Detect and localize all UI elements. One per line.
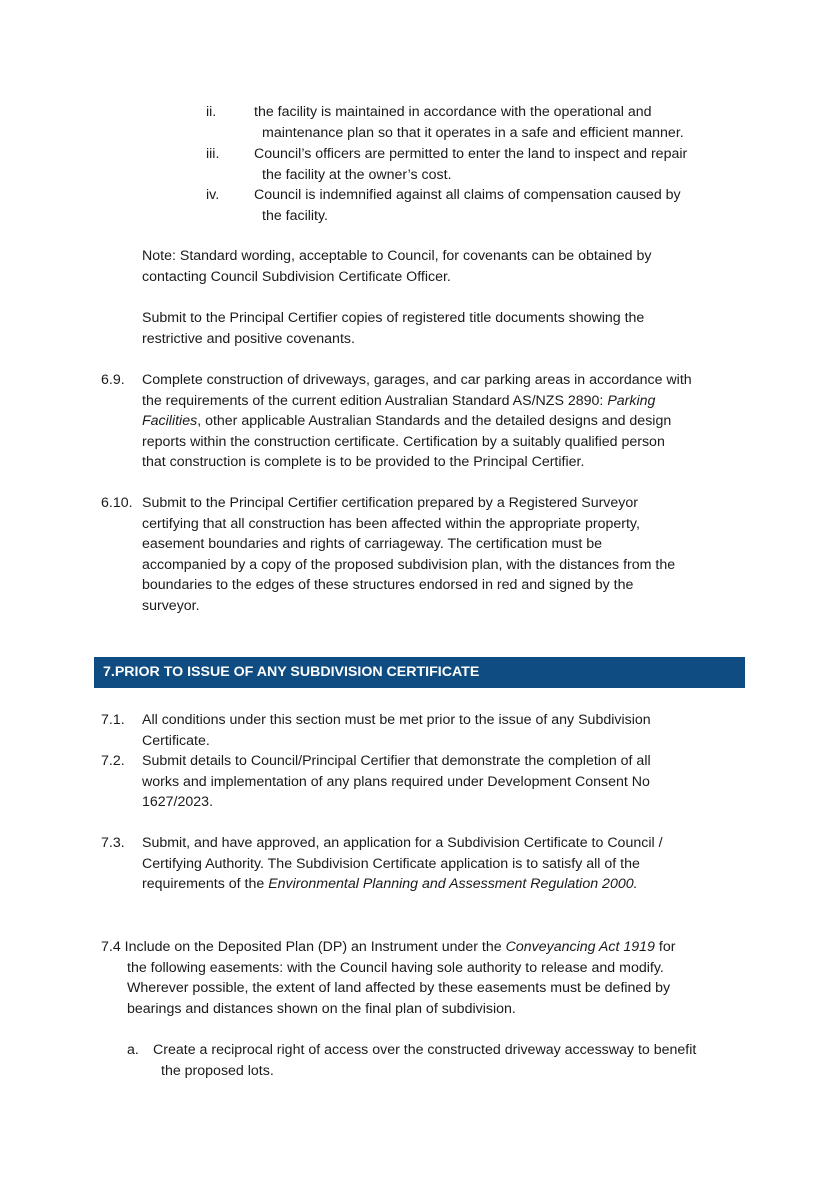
text-line: Submit details to Council/Principal Certifier that demonstrate the completion of all (142, 753, 651, 769)
text-line: easement boundaries and rights of carriageway. The certification must be (142, 536, 603, 553)
condition-7-4-a (153, 1040, 753, 1081)
text-line: works and implementation of any plans required under Development Consent No (142, 773, 650, 790)
condition-number: 6.9. (101, 372, 125, 388)
text-line: the following easements: with the Council having sole authority to release and modify. (127, 959, 664, 976)
text-line: Submit to the Principal Certifier certification prepared by a Registered Surveyor (142, 495, 639, 511)
condition-7-1 (142, 710, 752, 751)
text-line: restrictive and positive covenants. (142, 330, 355, 347)
text-line: bearings and distances shown on the final plan of subdivision. (127, 1000, 516, 1017)
text-line: Create a reciprocal right of access over the constructed driveway accessway to benefit (153, 1042, 697, 1058)
text-line: 1627/2023. (142, 794, 214, 811)
section-7-heading: 7.PRIOR TO ISSUE OF ANY SUBDIVISION CERTIFICATE (94, 657, 745, 688)
text-line: certifying that all construction has been affected within the appropriate property, (142, 515, 640, 532)
condition-7-3 (142, 833, 752, 895)
condition-7-4 (101, 937, 751, 1019)
text-line: boundaries to the edges of these structures endorsed in red and signed by the (142, 577, 634, 594)
text-line: contacting Council Subdivision Certificate Officer. (142, 268, 451, 285)
text-line: the proposed lots. (161, 1062, 274, 1079)
text-line: accompanied by a copy of the proposed subdivision plan, with the distances from the (142, 556, 676, 573)
condition-number: 7.1. (101, 712, 125, 728)
item-marker: iii. (206, 146, 220, 162)
submit-titles-paragraph (142, 308, 752, 349)
item-line: the facility at the owner’s cost. (262, 166, 452, 183)
item-line: the facility is maintained in accordance with the operational and (254, 104, 652, 120)
text-line: Wherever possible, the extent of land affected by these easements must be defined by (127, 980, 671, 997)
text-line: Certificate. (142, 732, 210, 749)
text-line: All conditions under this section must be met prior to the issue of any Subdivision (142, 712, 651, 728)
condition-6-9 (142, 370, 752, 473)
text-line: Certifying Authority. The Subdivision Certificate application is to satisfy all of the (142, 855, 640, 872)
text-line: Complete construction of driveways, garages, and car parking areas in accordance with (142, 372, 692, 388)
text-line: surveyor. (142, 597, 200, 614)
item-line: the facility. (262, 207, 328, 224)
text-line: Note: Standard wording, acceptable to Council, for covenants can be obtained by (142, 248, 652, 264)
condition-number: 6.10. (101, 495, 133, 511)
item-line: Council is indemnified against all claims of compensation caused by (254, 187, 681, 203)
text-line: Submit to the Principal Certifier copies of registered title documents showing the (142, 310, 645, 326)
text-line: requirements of the Environmental Planning and Assessment Regulation 2000. (142, 876, 638, 893)
condition-6-10 (142, 493, 752, 617)
text-line: that construction is complete is to be provided to the Principal Certifier. (142, 454, 585, 471)
condition-number: 7.3. (101, 835, 125, 851)
text-line: Facilities, other applicable Australian Standards and the detailed designs and design (142, 413, 672, 430)
item-marker: a. (127, 1042, 139, 1058)
condition-7-2 (142, 751, 752, 813)
text-line: reports within the construction certificate. Certification by a suitably qualified person (142, 433, 665, 450)
item-line: Council’s officers are permitted to enter the land to inspect and repair (254, 146, 688, 162)
item-marker: iv. (206, 187, 220, 203)
item-line: maintenance plan so that it operates in a safe and efficient manner. (262, 124, 684, 141)
condition-number: 7.2. (101, 753, 125, 769)
note-paragraph (142, 246, 752, 287)
item-marker: ii. (206, 104, 217, 120)
text-line: the requirements of the current edition Australian Standard AS/NZS 2890: Parking (142, 392, 656, 409)
text-line: Submit, and have approved, an application for a Subdivision Certificate to Council / (142, 835, 663, 851)
text-line: 7.4 Include on the Deposited Plan (DP) an Instrument under the Conveyancing Act 1919 for (101, 939, 676, 955)
